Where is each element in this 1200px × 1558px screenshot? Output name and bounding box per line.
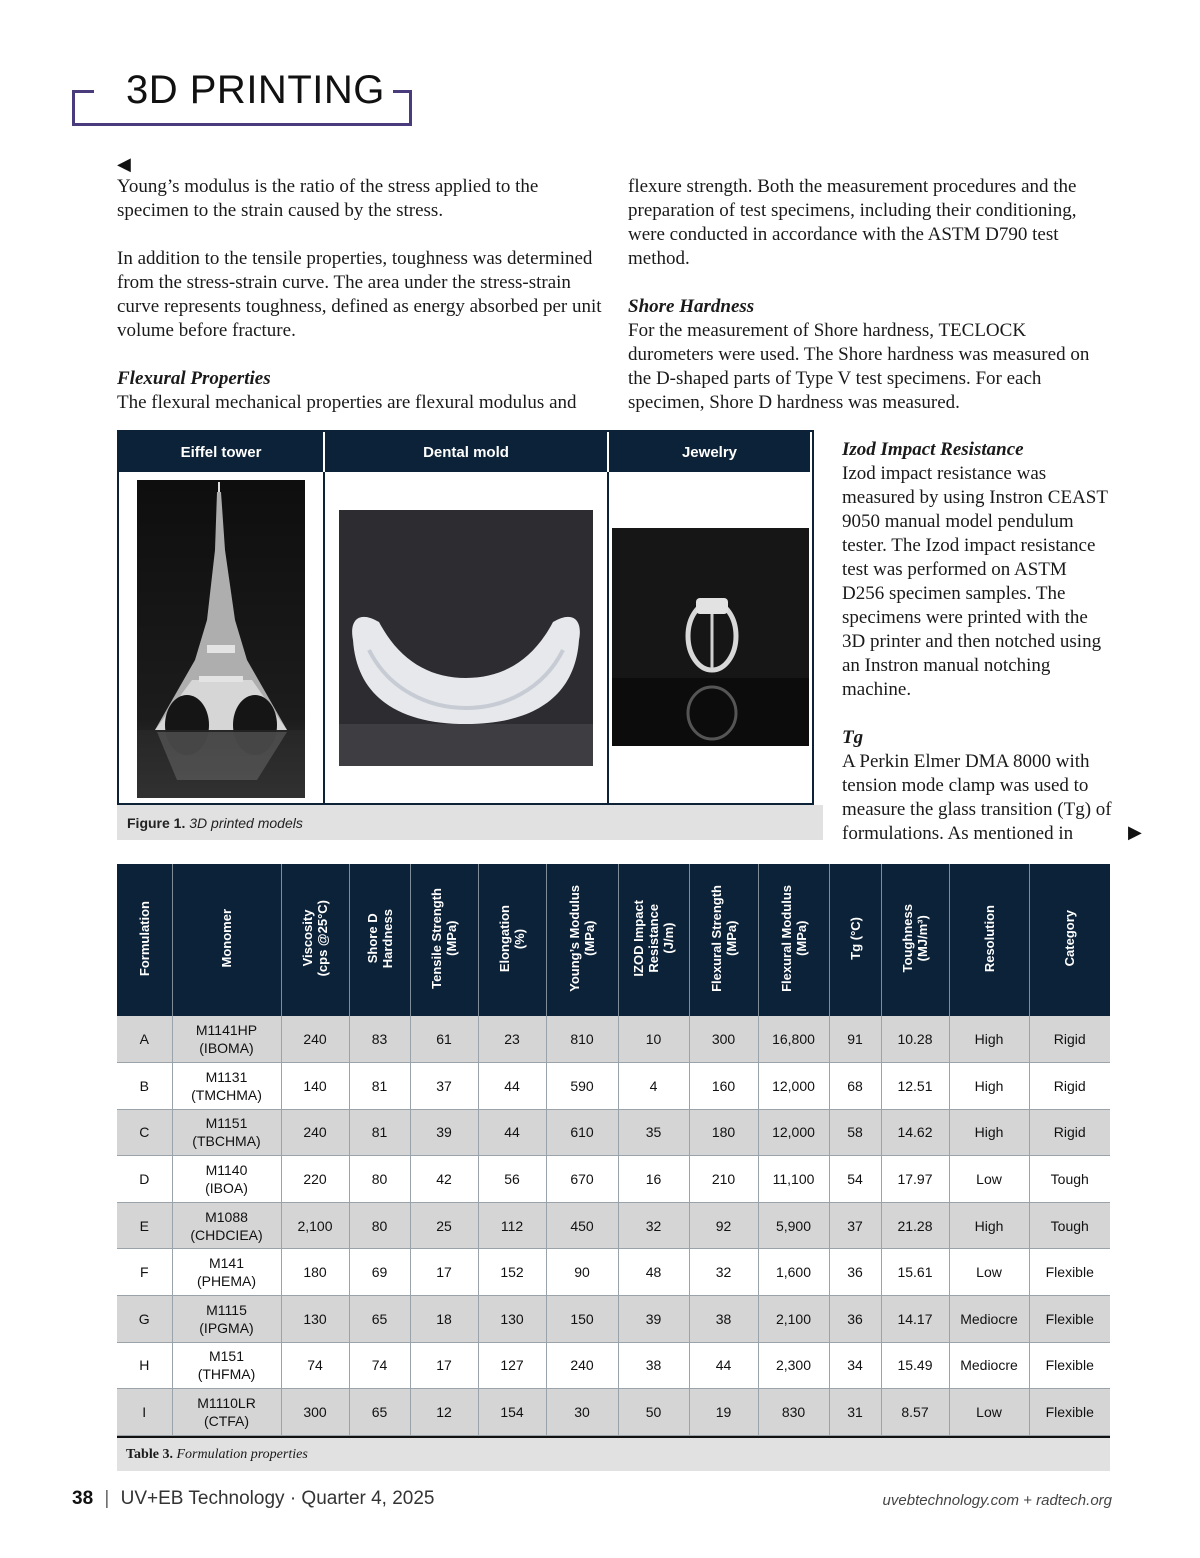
table-cell: 36 xyxy=(829,1249,881,1296)
paragraph: Young’s modulus is the ratio of the stress applied to the specimen to the strain caused by the stress. xyxy=(117,176,539,221)
table-cell: 39 xyxy=(410,1109,478,1156)
table-cell: M141 (PHEMA) xyxy=(172,1249,281,1296)
table-column-header: Young’s Modulus (MPa) xyxy=(546,864,618,1016)
table-cell: Flexible xyxy=(1029,1342,1110,1389)
table-cell: 80 xyxy=(349,1202,410,1249)
table-cell: 154 xyxy=(478,1389,546,1436)
table-column-header: IZOD Impact Resistance (J/m) xyxy=(618,864,689,1016)
table-cell: M1131 (TMCHMA) xyxy=(172,1063,281,1110)
paragraph: Izod impact resistance was measured by using Instron CEAST 9050 manual model pendulum tester. The Izod impact resistance test was performed on ASTM D256 specimen samples. The specimens were printed with the 3D printer and then notched using an Instron manual notching machine. xyxy=(842,463,1108,700)
footer-separator: | xyxy=(104,1488,110,1509)
table-cell: 17.97 xyxy=(881,1156,949,1203)
table-column-header: Shore D Hardness xyxy=(349,864,410,1016)
table-column-header: Category xyxy=(1029,864,1110,1016)
section-heading-flexural: Flexural Properties xyxy=(117,368,271,389)
table-cell: 25 xyxy=(410,1202,478,1249)
table-row xyxy=(117,1063,1110,1110)
table-cell: 91 xyxy=(829,1016,881,1063)
table-column-header: Toughness (MJ/m³) xyxy=(881,864,949,1016)
table-cell: Rigid xyxy=(1029,1063,1110,1110)
page-footer xyxy=(72,1488,1112,1518)
table-body xyxy=(117,1016,1110,1435)
table-cell: 670 xyxy=(546,1156,618,1203)
table-row xyxy=(117,1296,1110,1343)
table-cell: 2,300 xyxy=(758,1342,829,1389)
table-cell: 54 xyxy=(829,1156,881,1203)
table-cell: 130 xyxy=(281,1296,349,1343)
dental-mold-photo xyxy=(339,510,593,766)
table-cell: 8.57 xyxy=(881,1389,949,1436)
table-column-header: Flexural Modulus (MPa) xyxy=(758,864,829,1016)
figure-caption: Figure 1. 3D printed models xyxy=(117,805,823,840)
table-row xyxy=(117,1202,1110,1249)
table-cell: M1110LR (CTFA) xyxy=(172,1389,281,1436)
table-caption: Table 3. Formulation properties xyxy=(117,1436,1110,1471)
continued-from-icon[interactable]: ◀ xyxy=(117,154,131,175)
table-cell: 30 xyxy=(546,1389,618,1436)
table-cell: 42 xyxy=(410,1156,478,1203)
table-cell: 69 xyxy=(349,1249,410,1296)
table-cell: 15.61 xyxy=(881,1249,949,1296)
table-column-header: Elongation (%) xyxy=(478,864,546,1016)
table-cell: 180 xyxy=(281,1249,349,1296)
table-cell: 590 xyxy=(546,1063,618,1110)
table-cell: 34 xyxy=(829,1342,881,1389)
figure-header-dental: Dental mold xyxy=(325,432,609,472)
table-cell: 80 xyxy=(349,1156,410,1203)
table-cell: Mediocre xyxy=(949,1342,1029,1389)
table-cell: 4 xyxy=(618,1063,689,1110)
table-cell: 65 xyxy=(349,1389,410,1436)
table-cell: M151 (THFMA) xyxy=(172,1342,281,1389)
table-cell: 44 xyxy=(689,1342,758,1389)
table-cell: 240 xyxy=(281,1016,349,1063)
paragraph: For the measurement of Shore hardness, TECLOCK durometers were used. The Shore hardness was measured on the D-shaped parts of Type V test specimens. For each specimen, Shore D hardness was measured. xyxy=(628,320,1090,413)
table-cell: M1140 (IBOA) xyxy=(172,1156,281,1203)
table-cell: 81 xyxy=(349,1109,410,1156)
table-cell: C xyxy=(117,1109,172,1156)
table-column-header: Formulation xyxy=(117,864,172,1016)
table-cell: Flexible xyxy=(1029,1249,1110,1296)
table-row xyxy=(117,1156,1110,1203)
text-column-1 xyxy=(117,175,607,415)
table-cell: High xyxy=(949,1202,1029,1249)
footer-websites[interactable]: uvebtechnology.com + radtech.org xyxy=(882,1492,1112,1509)
table-cell: 44 xyxy=(478,1109,546,1156)
table-cell: 39 xyxy=(618,1296,689,1343)
table-cell: 160 xyxy=(689,1063,758,1110)
section-heading-tg: Tg xyxy=(842,727,864,748)
table-cell: Low xyxy=(949,1249,1029,1296)
table-cell: 32 xyxy=(689,1249,758,1296)
table-cell: 12,000 xyxy=(758,1109,829,1156)
table-cell: 150 xyxy=(546,1296,618,1343)
table-cell: 38 xyxy=(689,1296,758,1343)
figure-header-jewelry: Jewelry xyxy=(609,432,812,472)
table-cell: 220 xyxy=(281,1156,349,1203)
table-cell: High xyxy=(949,1109,1029,1156)
table-cell: 65 xyxy=(349,1296,410,1343)
table-cell: Tough xyxy=(1029,1156,1110,1203)
formulation-properties-table xyxy=(117,864,1110,1436)
table-cell: 240 xyxy=(546,1342,618,1389)
table-row xyxy=(117,1389,1110,1436)
table-cell: 74 xyxy=(349,1342,410,1389)
table-cell: 32 xyxy=(618,1202,689,1249)
table-cell: Rigid xyxy=(1029,1109,1110,1156)
text-column-2 xyxy=(628,175,1113,415)
table-cell: E xyxy=(117,1202,172,1249)
table-header-row xyxy=(117,864,1110,1016)
table-cell: 48 xyxy=(618,1249,689,1296)
table-cell: 37 xyxy=(410,1063,478,1110)
table-cell: F xyxy=(117,1249,172,1296)
table-cell: 10.28 xyxy=(881,1016,949,1063)
table-cell: 83 xyxy=(349,1016,410,1063)
table-cell: 11,100 xyxy=(758,1156,829,1203)
table-cell: 180 xyxy=(689,1109,758,1156)
table-cell: Low xyxy=(949,1156,1029,1203)
table-cell: H xyxy=(117,1342,172,1389)
table-cell: M1141HP (IBOMA) xyxy=(172,1016,281,1063)
publication-name: UV+EB Technology · Quarter 4, 2025 xyxy=(120,1488,435,1509)
table-cell: M1151 (TBCHMA) xyxy=(172,1109,281,1156)
section-heading-izod: Izod Impact Resistance xyxy=(842,439,1024,460)
table-cell: M1115 (IPGMA) xyxy=(172,1296,281,1343)
table-cell: 12 xyxy=(410,1389,478,1436)
table-column-header: Resolution xyxy=(949,864,1029,1016)
table-cell: 92 xyxy=(689,1202,758,1249)
table-cell: 38 xyxy=(618,1342,689,1389)
table-cell: Low xyxy=(949,1389,1029,1436)
page-number: 38 xyxy=(72,1488,94,1509)
table-cell: 300 xyxy=(281,1389,349,1436)
paragraph: In addition to the tensile properties, toughness was determined from the stress-strain curve. The area under the stress-strain curve represents toughness, defined as energy absorbed per unit volume before fracture. xyxy=(117,248,602,341)
table-cell: Flexible xyxy=(1029,1296,1110,1343)
table-cell: 210 xyxy=(689,1156,758,1203)
table-cell: 2,100 xyxy=(758,1296,829,1343)
table-cell: 44 xyxy=(478,1063,546,1110)
table-cell: 830 xyxy=(758,1389,829,1436)
continued-on-icon[interactable]: ▶ xyxy=(1128,822,1142,843)
table-cell: 300 xyxy=(689,1016,758,1063)
table-cell: 5,900 xyxy=(758,1202,829,1249)
table-cell: 31 xyxy=(829,1389,881,1436)
table-cell: I xyxy=(117,1389,172,1436)
text-column-3 xyxy=(842,438,1112,846)
table-row xyxy=(117,1109,1110,1156)
table-cell: 127 xyxy=(478,1342,546,1389)
paragraph: flexure strength. Both the measurement procedures and the preparation of test specimens, including their conditioning, were conducted in accordance with the ASTM D790 test method. xyxy=(628,176,1077,269)
table-column-header: Tensile Strength (MPa) xyxy=(410,864,478,1016)
table-cell: 16 xyxy=(618,1156,689,1203)
eiffel-tower-photo xyxy=(137,480,305,798)
table-cell: 12,000 xyxy=(758,1063,829,1110)
table-cell: 240 xyxy=(281,1109,349,1156)
table-cell: 23 xyxy=(478,1016,546,1063)
figure-cell-eiffel xyxy=(119,472,325,803)
table-cell: Tough xyxy=(1029,1202,1110,1249)
table-cell: 81 xyxy=(349,1063,410,1110)
table-cell: 74 xyxy=(281,1342,349,1389)
jewelry-ring-photo xyxy=(612,528,809,746)
table-cell: 37 xyxy=(829,1202,881,1249)
paragraph: The flexural mechanical properties are flexural modulus and xyxy=(117,392,577,413)
table-cell: M1088 (CHDCIEA) xyxy=(172,1202,281,1249)
table-column-header: Tg (°C) xyxy=(829,864,881,1016)
table-cell: 17 xyxy=(410,1249,478,1296)
table-column-header: Flexural Strength (MPa) xyxy=(689,864,758,1016)
table-cell: 90 xyxy=(546,1249,618,1296)
table-cell: High xyxy=(949,1063,1029,1110)
formulation-table-container xyxy=(117,864,1110,1471)
table-row xyxy=(117,1016,1110,1063)
table-column-header: Viscosity (cps @25°C) xyxy=(281,864,349,1016)
table-row xyxy=(117,1342,1110,1389)
table-cell: 35 xyxy=(618,1109,689,1156)
table-cell: 12.51 xyxy=(881,1063,949,1110)
table-cell: G xyxy=(117,1296,172,1343)
table-cell: 15.49 xyxy=(881,1342,949,1389)
table-cell: 19 xyxy=(689,1389,758,1436)
table-cell: B xyxy=(117,1063,172,1110)
section-heading-shore: Shore Hardness xyxy=(628,296,755,317)
table-cell: High xyxy=(949,1016,1029,1063)
table-cell: 112 xyxy=(478,1202,546,1249)
table-cell: Flexible xyxy=(1029,1389,1110,1436)
table-cell: Rigid xyxy=(1029,1016,1110,1063)
table-row xyxy=(117,1249,1110,1296)
figure-cell-jewelry xyxy=(609,472,812,803)
table-cell: A xyxy=(117,1016,172,1063)
table-cell: 2,100 xyxy=(281,1202,349,1249)
table-cell: Mediocre xyxy=(949,1296,1029,1343)
table-cell: 130 xyxy=(478,1296,546,1343)
table-cell: 18 xyxy=(410,1296,478,1343)
table-cell: 50 xyxy=(618,1389,689,1436)
table-cell: 810 xyxy=(546,1016,618,1063)
table-cell: 61 xyxy=(410,1016,478,1063)
figure-header-eiffel: Eiffel tower xyxy=(119,432,325,472)
figure-cell-dental xyxy=(325,472,609,803)
table-cell: 68 xyxy=(829,1063,881,1110)
table-cell: 14.62 xyxy=(881,1109,949,1156)
table-cell: 58 xyxy=(829,1109,881,1156)
section-title: 3D PRINTING xyxy=(118,68,393,113)
table-cell: 10 xyxy=(618,1016,689,1063)
section-header xyxy=(72,68,412,126)
paragraph: A Perkin Elmer DMA 8000 with tension mode clamp was used to measure the glass transition (Tg) of formulations. As mentioned in xyxy=(842,751,1112,844)
table-cell: 36 xyxy=(829,1296,881,1343)
table-column-header: Monomer xyxy=(172,864,281,1016)
table-cell: 140 xyxy=(281,1063,349,1110)
table-cell: 1,600 xyxy=(758,1249,829,1296)
figure-3d-models xyxy=(117,430,814,840)
table-cell: D xyxy=(117,1156,172,1203)
table-cell: 152 xyxy=(478,1249,546,1296)
table-cell: 17 xyxy=(410,1342,478,1389)
table-cell: 610 xyxy=(546,1109,618,1156)
table-cell: 14.17 xyxy=(881,1296,949,1343)
table-cell: 21.28 xyxy=(881,1202,949,1249)
table-cell: 450 xyxy=(546,1202,618,1249)
table-cell: 16,800 xyxy=(758,1016,829,1063)
table-cell: 56 xyxy=(478,1156,546,1203)
